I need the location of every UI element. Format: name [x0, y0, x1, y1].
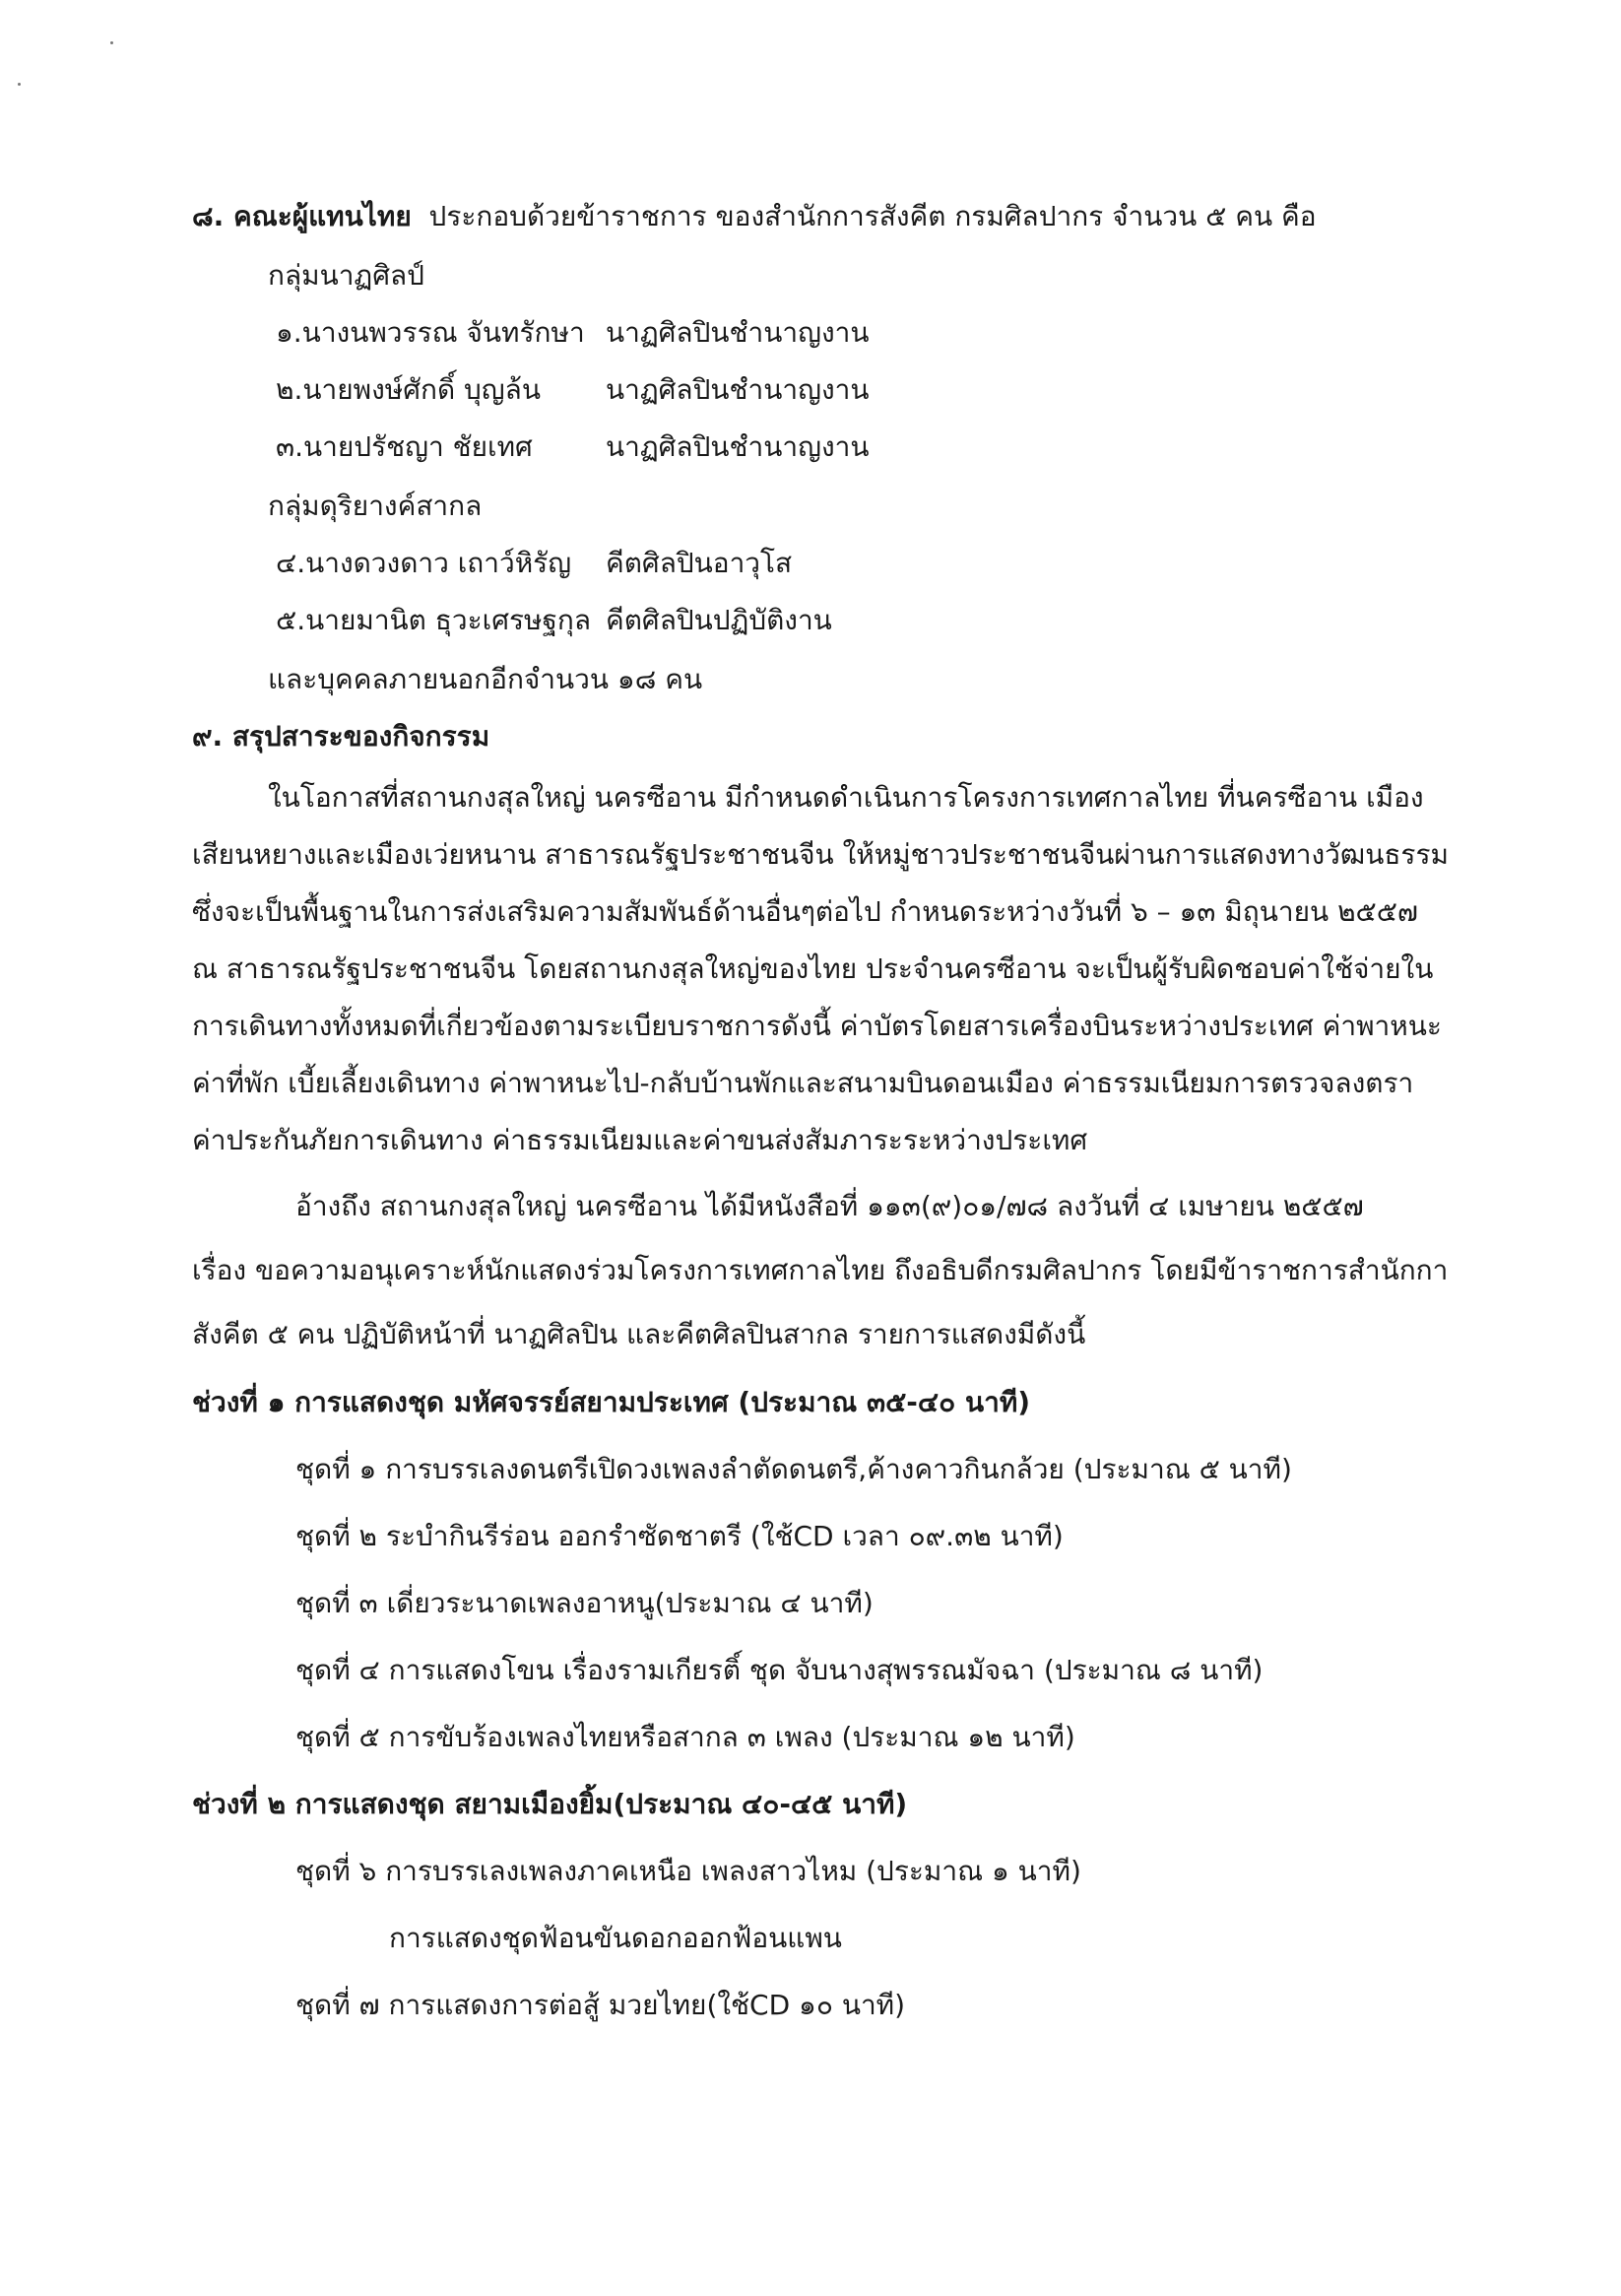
section8-heading: ๘. คณะผู้แทนไทย — [192, 200, 412, 232]
part1-item: ชุดที่ ๓ เดี่ยวระนาดเพลงอาหนู(ประมาณ ๔ นาที) — [295, 1587, 874, 1619]
part2-item: ชุดที่ ๗ การแสดงการต่อสู้ มวยไทย(ใช้CD ๑๐ นาที) — [295, 1989, 906, 2021]
para1-line: ค่าประกันภัยการเดินทาง ค่าธรรมเนียมและค่าขนส่งสัมภาระระหว่างประเทศ — [192, 1124, 1088, 1156]
member-row — [276, 427, 870, 467]
member-row — [276, 601, 832, 640]
member-position: นาฏศิลปินชำนาญงาน — [606, 373, 870, 406]
part1-heading: ช่วงที่ ๑ การแสดงชุด มหัศจรรย์สยามประเทศ (ประมาณ ๓๕-๔๐ นาที) — [192, 1386, 1031, 1418]
para1-line: เสียนหยางและเมืองเว่ยหนาน สาธารณรัฐประชาชนจีน ให้หมู่ชาวประชาชนจีนผ่านการแสดงทางวัฒนธรรม — [192, 838, 1449, 871]
para2-line: เรื่อง ขอความอนุเคราะห์นักแสดงร่วมโครงการเทศกาลไทย ถึงอธิบดีกรมศิลปากร โดยมีข้าราชการสำนักกา — [192, 1254, 1449, 1286]
section8-text: ประกอบด้วยข้าราชการ ของสำนักการสังคีต กรมศิลปากร จำนวน ๕ คน คือ — [428, 200, 1317, 232]
member-name: ๔.นางดวงดาว เถาว์หิรัญ — [276, 547, 572, 579]
part1-item: ชุดที่ ๒ ระบำกินรีร่อน ออกรำซัดชาตรี (ใช้CD เวลา ๐๙.๓๒ นาที) — [295, 1520, 1064, 1552]
member-row — [276, 370, 870, 410]
member-row — [276, 313, 870, 353]
part2-item: ชุดที่ ๖ การบรรเลงเพลงภาคเหนือ เพลงสาวไหม (ประมาณ ๑ นาที) — [295, 1855, 1081, 1887]
outsiders-line: และบุคคลภายนอกอีกจำนวน ๑๘ คน — [268, 663, 703, 695]
member-position: นาฏศิลปินชำนาญงาน — [606, 430, 870, 463]
para1-line: ซึ่งจะเป็นพื้นฐานในการส่งเสริมความสัมพันธ์ด้านอื่นๆต่อไป กำหนดระหว่างวันที่ ๖ – ๑๓ มิถุนายน ๒๕๕๗ — [192, 895, 1418, 928]
part2-heading: ช่วงที่ ๒ การแสดงชุด สยามเมืองยิ้ม(ประมาณ ๔๐-๔๕ นาที) — [192, 1788, 908, 1820]
para1-line: ในโอกาสที่สถานกงสุลใหญ่ นครซีอาน มีกำหนดดำเนินการโครงการเทศกาลไทย ที่นครซีอาน เมือง — [268, 781, 1424, 814]
section8-line — [192, 197, 1317, 236]
para2-line: อ้างถึง สถานกงสุลใหญ่ นครซีอาน ได้มีหนังสือที่ ๑๑๓(๙)๐๑/๗๘ ลงวันที่ ๔ เมษายน ๒๕๕๗ — [295, 1190, 1364, 1222]
member-position: นาฏศิลปินชำนาญงาน — [606, 316, 870, 349]
member-name: ๒.นายพงษ์ศักดิ์ บุญล้น — [276, 373, 541, 406]
para1-line: ณ สาธารณรัฐประชาชนจีน โดยสถานกงสุลใหญ่ของไทย ประจำนครซีอาน จะเป็นผู้รับผิดชอบค่าใช้จ่ายใน — [192, 952, 1434, 985]
group1-label: กลุ่มนาฏศิลป์ — [268, 259, 424, 292]
member-position: คีตศิลปินอาวุโส — [606, 547, 793, 579]
part1-item: ชุดที่ ๑ การบรรเลงดนตรีเปิดวงเพลงลำตัดดนตรี,ค้างคาวกินกล้วย (ประมาณ ๕ นาที) — [295, 1453, 1292, 1485]
para2-line: สังคีต ๕ คน ปฏิบัติหน้าที่ นาฏศิลปิน และคีตศิลปินสากล รายการแสดงมีดังนี้ — [192, 1318, 1086, 1350]
member-position: คีตศิลปินปฏิบัติงาน — [606, 604, 832, 636]
member-row — [276, 544, 792, 583]
part2-subitem: การแสดงชุดฟ้อนขันดอกออกฟ้อนแพน — [389, 1922, 842, 1954]
member-name: ๕.นายมานิต ธุวะเศรษฐกุล — [276, 604, 592, 636]
para1-line: การเดินทางทั้งหมดที่เกี่ยวข้องตามระเบียบราชการดังนี้ ค่าบัตรโดยสารเครื่องบินระหว่างประเทศ ค่าพาหนะ — [192, 1010, 1442, 1042]
member-name: ๓.นายปรัชญา ชัยเทศ — [276, 430, 533, 463]
para1-line: ค่าที่พัก เบี้ยเลี้ยงเดินทาง ค่าพาหนะไป-กลับบ้านพักและสนามบินดอนเมือง ค่าธรรมเนียมการตรวจลงตรา — [192, 1067, 1414, 1099]
group2-label: กลุ่มดุริยางค์สากล — [268, 490, 483, 522]
part1-item: ชุดที่ ๕ การขับร้องเพลงไทยหรือสากล ๓ เพลง (ประมาณ ๑๒ นาที) — [295, 1721, 1075, 1753]
scan-speck — [110, 41, 113, 44]
member-name: ๑.นางนพวรรณ จันทรักษา — [276, 316, 585, 349]
section9-heading: ๙. สรุปสาระของกิจกรรม — [192, 720, 490, 753]
part1-item: ชุดที่ ๔ การแสดงโขน เรื่องรามเกียรติ์ ชุด จับนางสุพรรณมัจฉา (ประมาณ ๘ นาที) — [295, 1654, 1264, 1686]
scan-speck — [18, 83, 21, 86]
